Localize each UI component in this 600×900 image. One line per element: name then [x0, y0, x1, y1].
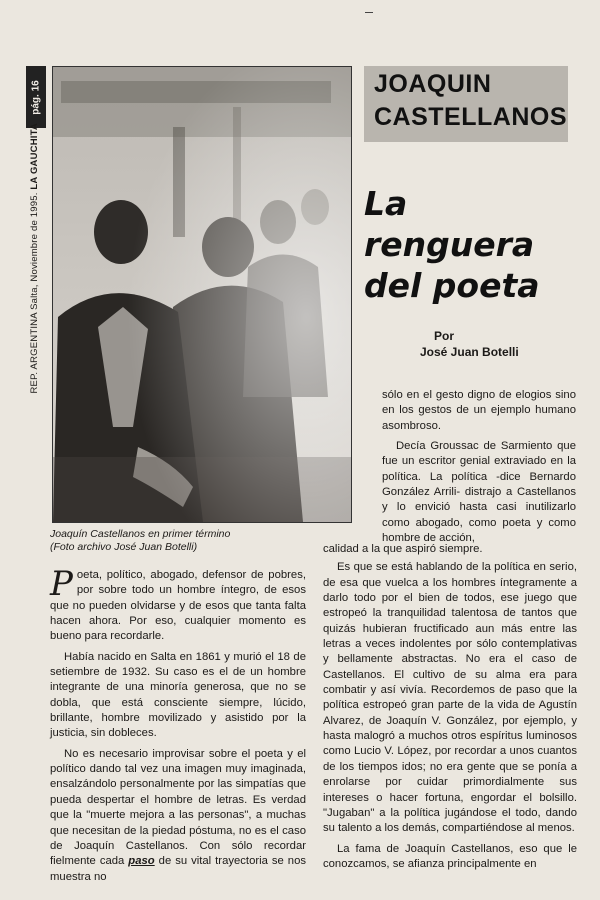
article-paragraph	[50, 747, 306, 885]
running-head-place-date: REP. ARGENTINA Salta, Noviembre de 1995.	[29, 192, 40, 394]
paragraph-text: de su vital trayectoria se nos muestra no	[50, 855, 306, 883]
headline-line1: La	[364, 184, 408, 223]
photo-credit: (Foto archivo José Juan Botelli)	[50, 541, 198, 553]
article-headline	[364, 183, 574, 306]
article-column-left	[50, 564, 306, 890]
photo-illustration	[53, 67, 351, 522]
photo-caption	[50, 528, 350, 554]
headline-line2: renguera	[364, 225, 535, 264]
running-head	[26, 66, 46, 394]
page-number: pág. 16	[30, 79, 42, 115]
archive-photo	[52, 66, 352, 523]
paragraph-text: oeta, político, abogado, defensor de pobres, por sobre todo un hombre íntegro, de esos que no pueden olvidarse y de esos que tanta falta hacen ahora. Por eso, cualquier momento es bueno para recordarle.	[50, 569, 306, 643]
article-paragraph	[50, 564, 306, 645]
article-paragraph: calidad a la que aspiró siempre.	[323, 543, 483, 555]
byline-prefix: Por	[434, 329, 455, 343]
byline	[420, 328, 519, 360]
section-title-line1: JOAQUIN	[374, 70, 492, 98]
paragraph-text: No es necesario improvisar sobre el poeta y el político dando tal vez una imagen muy imaginada, ensalzándolo personalmente por las simpatías que pueda despertar el hombre de letras. Es verdad que la "muerte mejora a las personas", a muchas que necesitan de la piedad póstuma, no es el caso de Joaquín Castellanos. Con sólo recordar fielmente cada	[50, 747, 306, 868]
article-paragraph: Decía Groussac de Sarmiento que fue un escritor genial extraviado en la política. La política -dice Bernardo González Arrili- distrajo a Castellanos y lo envició hasta casi inutilizarlo como abogado, como poeta y como hombre de acción,	[382, 440, 576, 545]
section-title-box	[364, 66, 568, 142]
article-column-right-top	[382, 388, 576, 551]
article-column-right	[323, 542, 577, 877]
article-paragraph: sólo en el gesto digno de elogios sino en los gestos de un ejemplo humano asombroso.	[382, 389, 576, 432]
drop-cap: P	[50, 564, 73, 604]
article-paragraph: Había nacido en Salta en 1861 y murió el 18 de setiembre de 1932. Su caso es el de un hombre integrante de una minoría generosa, que no se dobla, que está consciente siempre, lúcido, brillante, hombre movilizado y asistido por la justicia, sin dobleces.	[50, 650, 306, 740]
publication-name: LA GAUCHITA	[29, 123, 40, 190]
caption-line: Joaquín Castellanos en primer término	[50, 528, 231, 540]
byline-author: José Juan Botelli	[420, 345, 519, 359]
stamped-word: paso	[128, 855, 155, 868]
article-paragraph: Es que se está hablando de la política en serio, de esa que vuelca a los hombres íntegramente a darlo todo por el bien de todos, ese juego que estropeó la tranquilidad talentosa de tantos que quizás hubieran fructificado aun más entre las letras a veces indolentes por sólo contemplativas y bellamente abstractas. No era el caso de Castellanos. El cultivo de su alma era para combatir y así vivía. Recordemos de paso que la política estropeó gran parte de la vida de Agustín Alvarez, de Joaquín V. González, por ejemplo, y hasta malogró a muchos otros espíritus luminosos como Lucio V. López, por recordar a unos cuantos de los tiempos idos; no era gente que se ponía a enrolarse por cuidar primordialmente sus intereses o hacer fortuna, engordar el bolsillo. "Jugaban" a la política jugándose el todo, dando su talento a los demás, compartiéndose al menos.	[323, 561, 577, 835]
running-head-text	[29, 123, 43, 423]
headline-line3: del poeta	[364, 266, 540, 305]
page-number-badge	[26, 66, 46, 128]
section-title-line2: CASTELLANOS	[374, 103, 567, 131]
page-top-mark	[365, 12, 373, 13]
article-paragraph: La fama de Joaquín Castellanos, eso que le conozcamos, se afianza principalmente en	[323, 842, 577, 870]
